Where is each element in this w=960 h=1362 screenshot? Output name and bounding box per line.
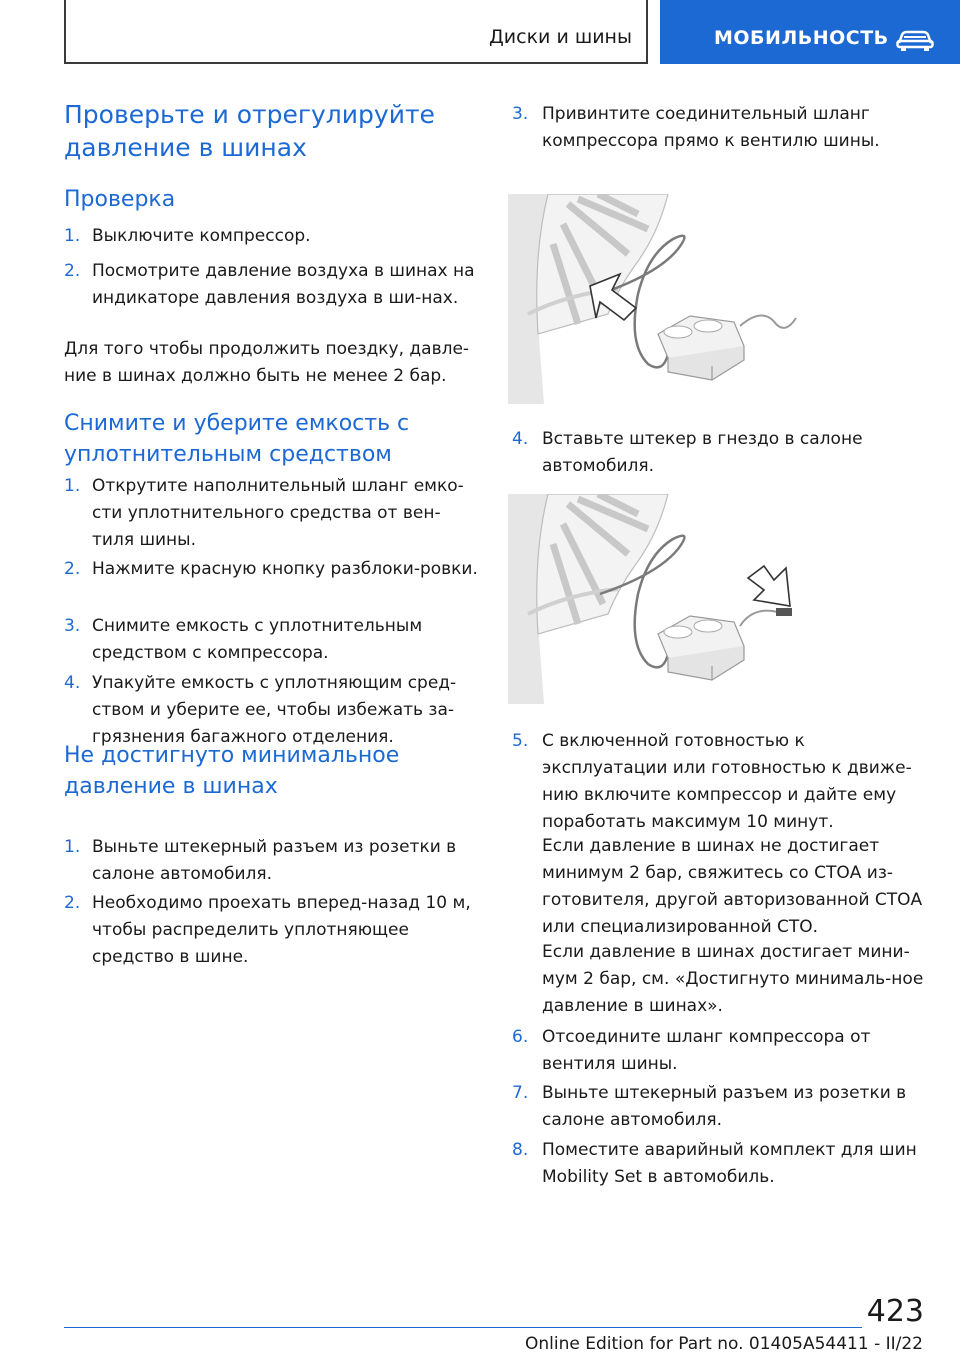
remove-step-3: [64, 613, 480, 667]
step-text: Отсоедините шланг компрессора от вентиля шины.: [542, 1027, 871, 1074]
step-text: Открутите наполнительный шланг емко-сти уплотнительного средства от вен-тиля шины.: [92, 476, 464, 550]
step-number: 3.: [64, 616, 81, 636]
connect-step-8: [512, 1137, 928, 1191]
page-number: 423: [866, 1294, 924, 1329]
step-number: 8.: [512, 1140, 529, 1160]
check-step-2: [64, 258, 480, 339]
footer-divider: [64, 1327, 862, 1328]
connect-step-4: [512, 426, 928, 480]
step-number: 6.: [512, 1027, 529, 1047]
plug-socket-illustration: [508, 494, 798, 704]
remove-step-1: [64, 473, 480, 554]
step-text: Выньте штекерный разъем из розетки в салоне автомобиля.: [542, 1083, 907, 1130]
step-text: Привинтите соединительный шланг компрессора прямо к вентилю шины.: [542, 104, 880, 151]
step-number: 4.: [512, 429, 529, 449]
step5-note-2: Если давление в шинах достигает мини-мум 2 бар, см. «Достигнуто минималь-ное давление в шинах».: [542, 942, 924, 1016]
step-number: 1.: [64, 476, 81, 496]
page-title: Проверьте и отрегулируйте давление в шинах: [64, 100, 435, 162]
step-text: С включенной готовностью к эксплуатации или готовностью к движе-нию включите компрессор и дайте ему поработать максимум 10 минут.: [542, 731, 912, 832]
connect-step-7: [512, 1080, 928, 1134]
header-section-tab[interactable]: [660, 0, 960, 64]
check-note: Для того чтобы продолжить поездку, давле-ние в шинах должно быть не менее 2 бар.: [64, 339, 470, 386]
step-text: Необходимо проехать вперед-назад 10 м, чтобы распределить уплотняющее средство в шине.: [92, 893, 471, 967]
check-heading: Проверка: [64, 187, 176, 212]
step-text: Выньте штекерный разъем из розетки в салоне автомобиля.: [92, 837, 457, 884]
step-text: Поместите аварийный комплект для шин Mobility Set в автомобиль.: [542, 1140, 917, 1187]
step-number: 2.: [64, 261, 81, 281]
step-number: 2.: [64, 559, 81, 579]
chapter-title: Диски и шины: [488, 26, 632, 48]
step-number: 4.: [64, 673, 81, 693]
connect-step-3: [512, 101, 928, 182]
hose-to-valve-illustration: [508, 194, 798, 404]
step-text: Упакуйте емкость с уплотняющим сред-ством и уберите ее, чтобы избежать за-грязнения багажного отделения.: [92, 673, 457, 747]
minimum-heading: Не достигнуто минимальное давление в шинах: [64, 743, 400, 799]
minimum-step-1: [64, 834, 480, 888]
step-number: 1.: [64, 226, 81, 246]
step-number: 2.: [64, 893, 81, 913]
check-step-1: [64, 223, 480, 250]
minimum-step-2: [64, 890, 480, 971]
remove-step-4: [64, 670, 480, 751]
section-title: МОБИЛЬНОСТЬ: [714, 27, 889, 49]
step-text: Вставьте штекер в гнездо в салоне автомобиля.: [542, 429, 863, 476]
step-number: 1.: [64, 837, 81, 857]
step-text: Нажмите красную кнопку разблоки-ровки.: [92, 559, 478, 579]
edition-note: Online Edition for Part no. 01405A54411 - II/22: [524, 1334, 923, 1354]
remove-heading: Снимите и уберите емкость с уплотнительным средством: [64, 411, 410, 467]
step-number: 5.: [512, 731, 529, 751]
step-text: Выключите компрессор.: [92, 226, 311, 246]
step-text: Посмотрите давление воздуха в шинах на индикаторе давления воздуха в ши-нах.: [92, 261, 475, 308]
step5-note-1: Если давление в шинах не достигает минимум 2 бар, свяжитесь со СТОА из-готовителя, другой авторизованной СТОА или специализированной СТО.: [542, 836, 923, 937]
connect-step-6: [512, 1024, 928, 1078]
step-text: Снимите емкость с уплотнительным средством с компрессора.: [92, 616, 423, 663]
header-chapter-box: [64, 0, 648, 64]
step-number: 7.: [512, 1083, 529, 1103]
connect-step-5: [512, 728, 928, 836]
remove-step-2: [64, 556, 480, 610]
step-number: 3.: [512, 104, 529, 124]
car-icon: [896, 28, 934, 52]
